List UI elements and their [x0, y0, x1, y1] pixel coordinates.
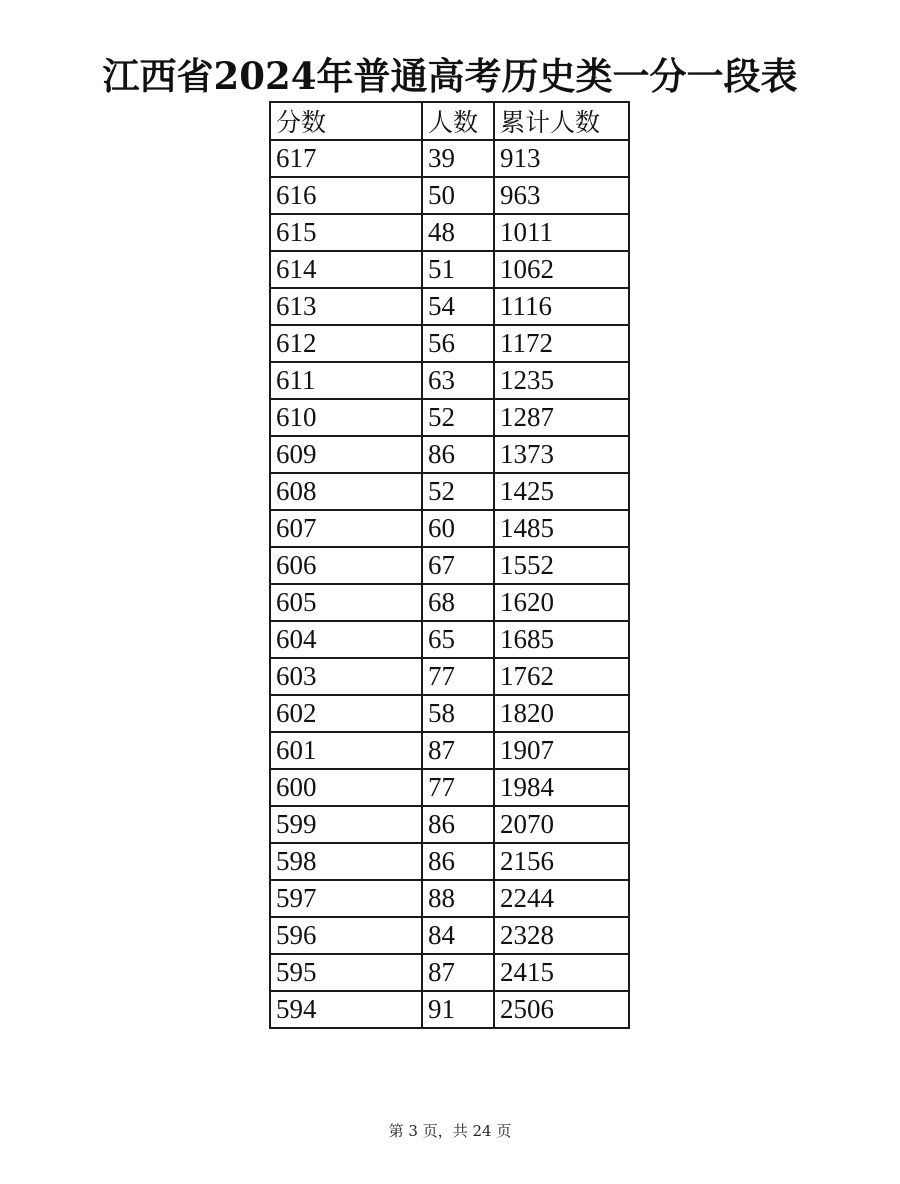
cell-score: 608	[270, 473, 422, 510]
page-footer: 第 3 页，共 24 页	[388, 1122, 512, 1140]
cell-count: 39	[422, 140, 494, 177]
cell-cumulative: 1287	[494, 399, 629, 436]
cell-cumulative: 2506	[494, 991, 629, 1028]
score-distribution-table	[269, 101, 630, 1029]
table-row	[270, 806, 629, 843]
cell-count: 65	[422, 621, 494, 658]
cell-score: 610	[270, 399, 422, 436]
table-row	[270, 769, 629, 806]
cell-cumulative: 2070	[494, 806, 629, 843]
table-row	[270, 473, 629, 510]
cell-count: 58	[422, 695, 494, 732]
cell-cumulative: 1011	[494, 214, 629, 251]
cell-count: 84	[422, 917, 494, 954]
cell-score: 601	[270, 732, 422, 769]
table-row	[270, 917, 629, 954]
cell-count: 48	[422, 214, 494, 251]
cell-score: 616	[270, 177, 422, 214]
cell-score: 611	[270, 362, 422, 399]
cell-score: 604	[270, 621, 422, 658]
cell-count: 77	[422, 658, 494, 695]
table-row	[270, 436, 629, 473]
cell-count: 50	[422, 177, 494, 214]
table-row	[270, 991, 629, 1028]
cell-count: 86	[422, 806, 494, 843]
cell-count: 52	[422, 473, 494, 510]
cell-count: 60	[422, 510, 494, 547]
cell-score: 600	[270, 769, 422, 806]
cell-count: 86	[422, 436, 494, 473]
cell-score: 603	[270, 658, 422, 695]
cell-score: 599	[270, 806, 422, 843]
cell-cumulative: 1235	[494, 362, 629, 399]
table-row	[270, 399, 629, 436]
cell-score: 605	[270, 584, 422, 621]
cell-count: 51	[422, 251, 494, 288]
cell-count: 88	[422, 880, 494, 917]
cell-count: 77	[422, 769, 494, 806]
cell-count: 87	[422, 732, 494, 769]
cell-score: 617	[270, 140, 422, 177]
cell-score: 598	[270, 843, 422, 880]
table-row	[270, 362, 629, 399]
table-row	[270, 954, 629, 991]
cell-cumulative: 913	[494, 140, 629, 177]
cell-count: 56	[422, 325, 494, 362]
table-row	[270, 621, 629, 658]
cell-cumulative: 2415	[494, 954, 629, 991]
cell-count: 86	[422, 843, 494, 880]
cell-cumulative: 1620	[494, 584, 629, 621]
cell-score: 613	[270, 288, 422, 325]
cell-score: 606	[270, 547, 422, 584]
cell-score: 602	[270, 695, 422, 732]
table-row	[270, 658, 629, 695]
cell-cumulative: 2328	[494, 917, 629, 954]
header-cumulative: 累计人数	[494, 102, 629, 140]
cell-cumulative: 1373	[494, 436, 629, 473]
header-score: 分数	[270, 102, 422, 140]
table-row	[270, 214, 629, 251]
cell-score: 594	[270, 991, 422, 1028]
table-row	[270, 584, 629, 621]
cell-count: 87	[422, 954, 494, 991]
cell-count: 52	[422, 399, 494, 436]
cell-cumulative: 1984	[494, 769, 629, 806]
page-title: 江西省2024年普通高考历史类一分一段表	[102, 54, 798, 98]
cell-cumulative: 1172	[494, 325, 629, 362]
cell-cumulative: 1685	[494, 621, 629, 658]
table-row	[270, 510, 629, 547]
table-row	[270, 732, 629, 769]
cell-cumulative: 1485	[494, 510, 629, 547]
cell-cumulative: 2244	[494, 880, 629, 917]
cell-score: 596	[270, 917, 422, 954]
cell-score: 607	[270, 510, 422, 547]
table-body	[270, 140, 629, 1028]
table-row	[270, 140, 629, 177]
cell-cumulative: 1425	[494, 473, 629, 510]
table-row	[270, 695, 629, 732]
cell-score: 609	[270, 436, 422, 473]
cell-score: 612	[270, 325, 422, 362]
table-row	[270, 325, 629, 362]
cell-cumulative: 1907	[494, 732, 629, 769]
cell-count: 68	[422, 584, 494, 621]
cell-cumulative: 1116	[494, 288, 629, 325]
table-header-row	[270, 102, 629, 140]
cell-cumulative: 1062	[494, 251, 629, 288]
cell-count: 54	[422, 288, 494, 325]
table-row	[270, 251, 629, 288]
cell-cumulative: 963	[494, 177, 629, 214]
cell-cumulative: 2156	[494, 843, 629, 880]
table-row	[270, 843, 629, 880]
table-row	[270, 547, 629, 584]
cell-cumulative: 1552	[494, 547, 629, 584]
cell-score: 614	[270, 251, 422, 288]
cell-count: 67	[422, 547, 494, 584]
table-row	[270, 288, 629, 325]
table-row	[270, 880, 629, 917]
cell-score: 597	[270, 880, 422, 917]
cell-score: 615	[270, 214, 422, 251]
cell-count: 91	[422, 991, 494, 1028]
cell-cumulative: 1762	[494, 658, 629, 695]
table-row	[270, 177, 629, 214]
cell-cumulative: 1820	[494, 695, 629, 732]
cell-score: 595	[270, 954, 422, 991]
cell-count: 63	[422, 362, 494, 399]
header-count: 人数	[422, 102, 494, 140]
